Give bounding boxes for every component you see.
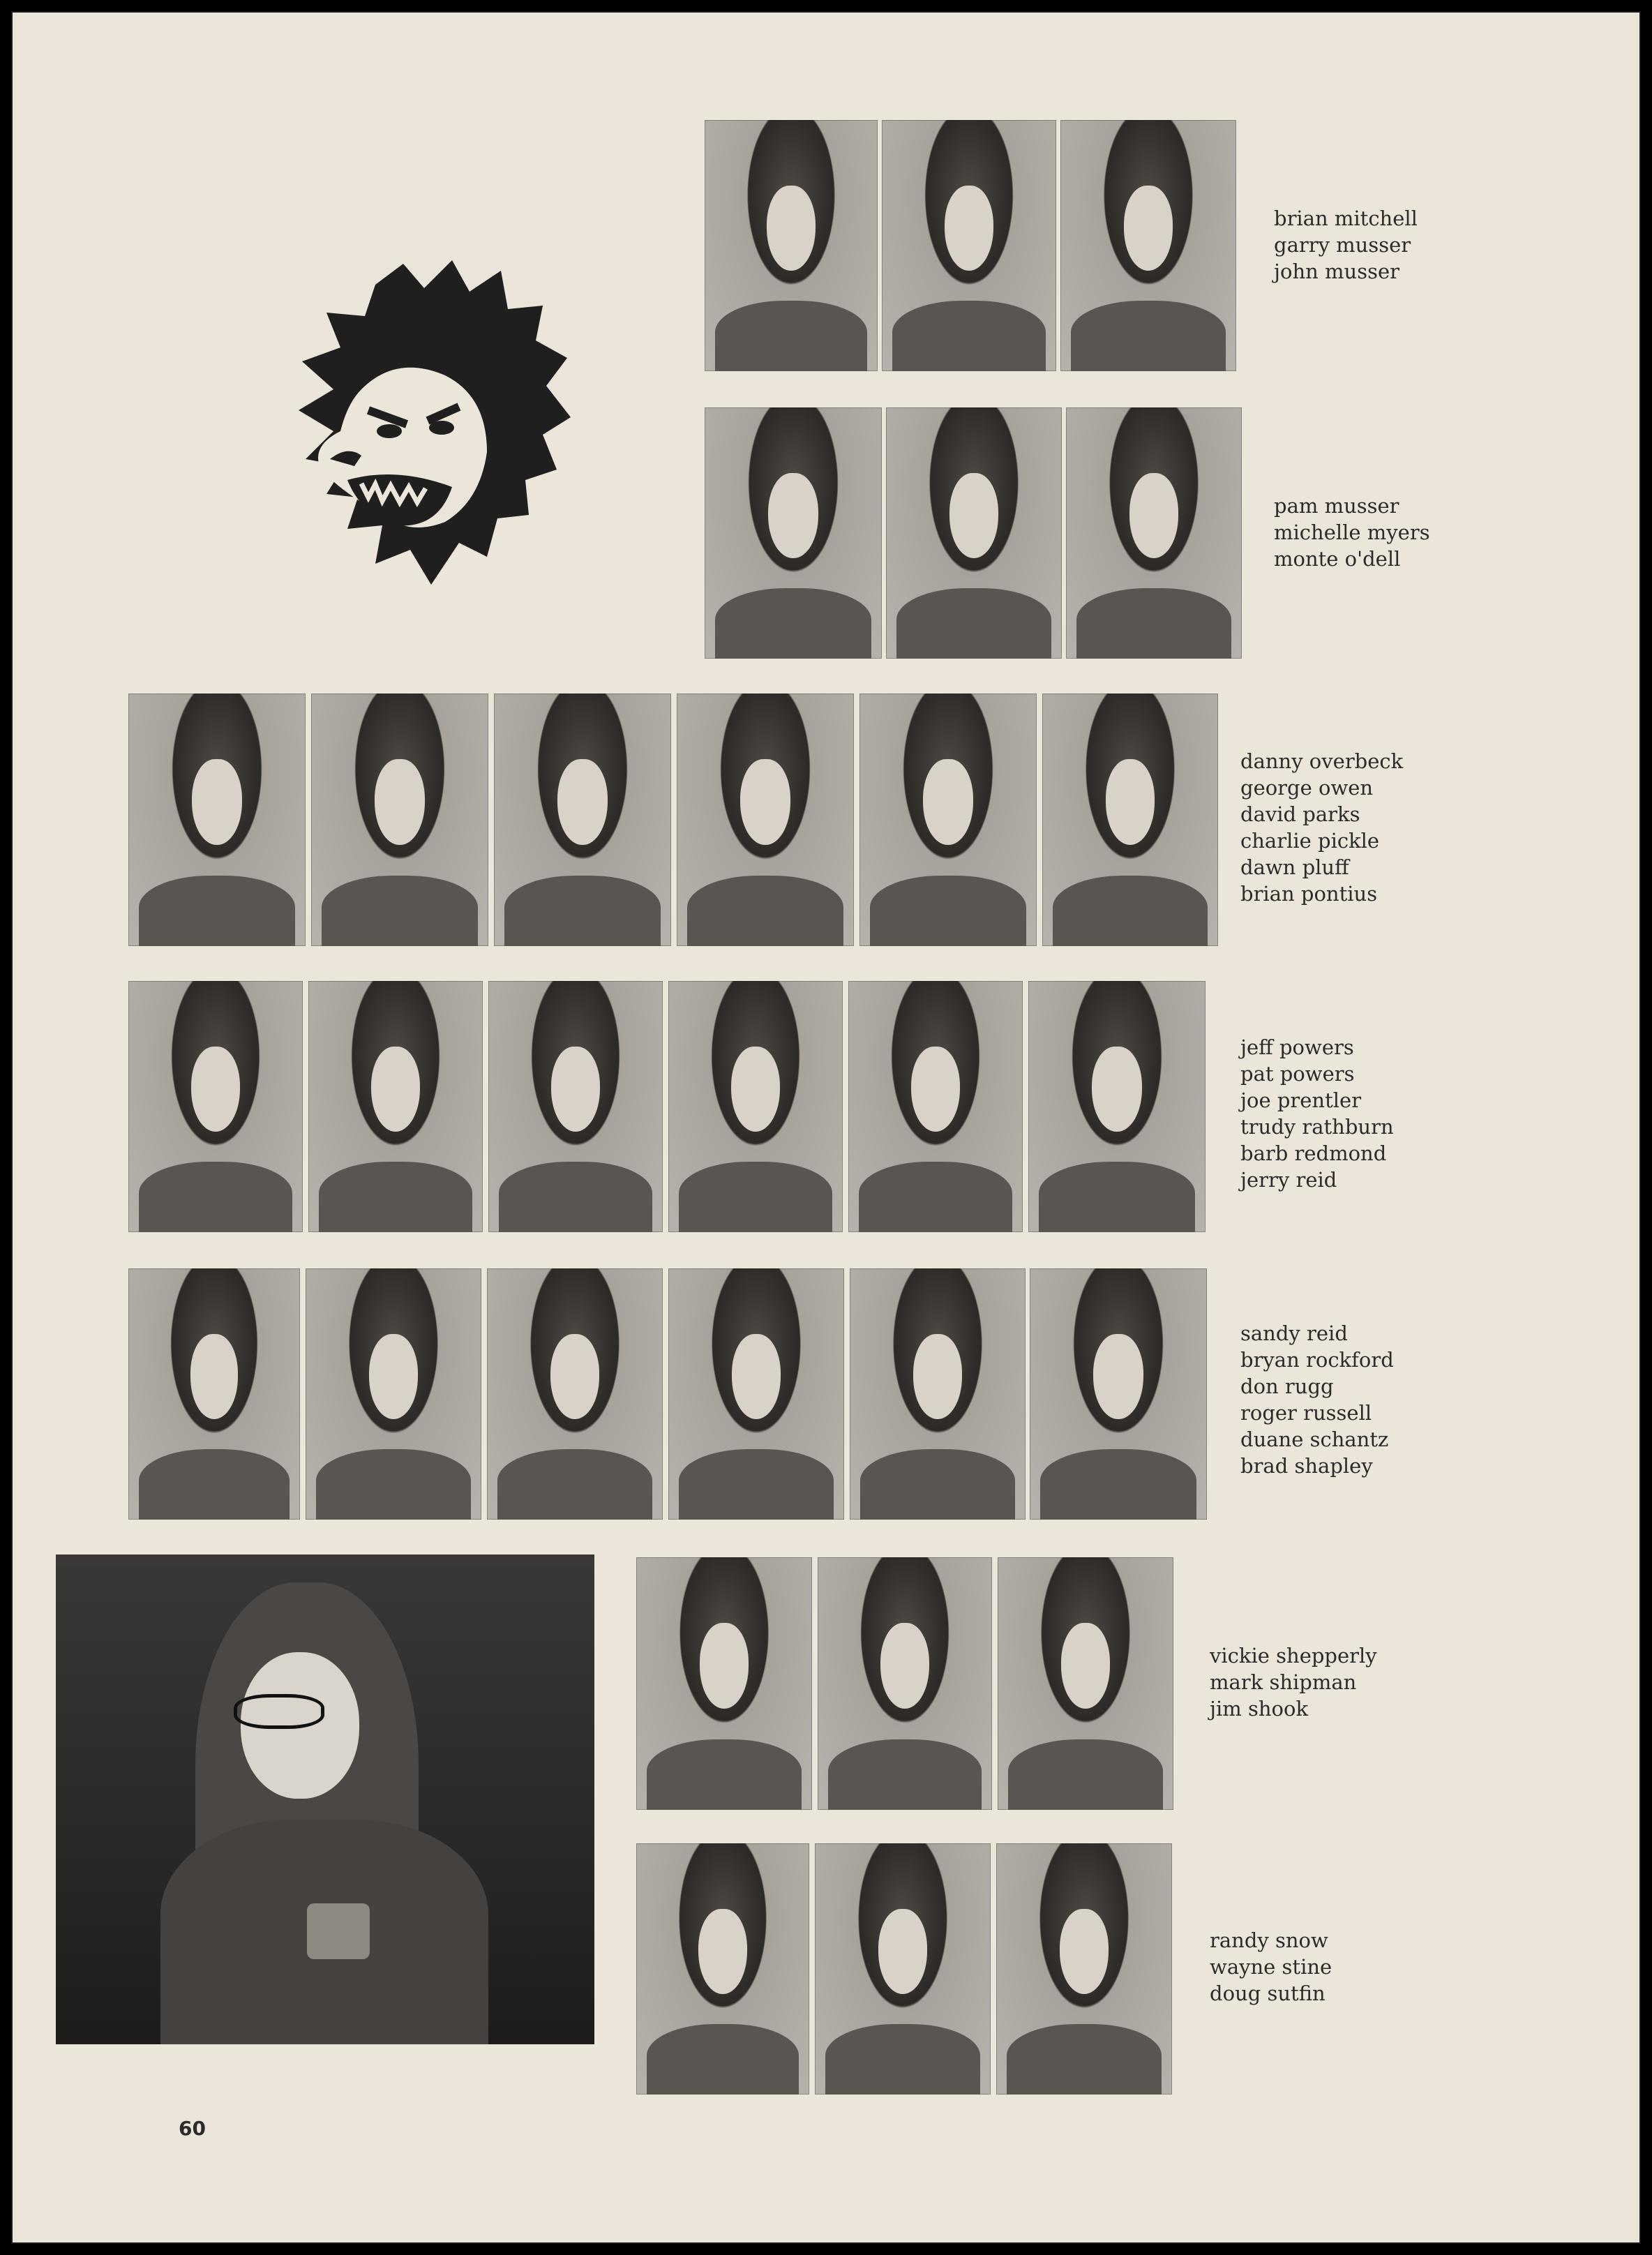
portrait-photo xyxy=(636,1843,809,2095)
photo-detail xyxy=(307,1903,370,1959)
portrait-photo xyxy=(668,981,843,1232)
portrait-photo xyxy=(311,694,488,946)
portrait-photo xyxy=(1028,981,1206,1232)
student-name: pam musser xyxy=(1274,494,1399,518)
portrait-photo xyxy=(487,1268,663,1520)
portrait-photo xyxy=(306,1268,481,1520)
student-name: david parks xyxy=(1240,802,1360,826)
student-name: randy snow xyxy=(1210,1928,1328,1952)
portrait-photo xyxy=(1060,120,1236,371)
portrait-photo xyxy=(677,694,854,946)
portrait-photo xyxy=(1042,694,1218,946)
yearbook-page xyxy=(11,11,1641,2244)
student-name: mark shipman xyxy=(1210,1670,1357,1694)
name-list xyxy=(1240,1320,1394,1479)
name-list xyxy=(1210,1642,1377,1722)
student-name: pat powers xyxy=(1240,1062,1355,1086)
student-name: jeff powers xyxy=(1240,1035,1354,1059)
portrait-photo xyxy=(815,1843,991,2095)
student-name: vickie shepperly xyxy=(1210,1644,1377,1668)
student-name: brad shapley xyxy=(1240,1454,1373,1478)
student-name: charlie pickle xyxy=(1240,829,1380,853)
portrait-photo xyxy=(998,1557,1173,1810)
student-name: roger russell xyxy=(1240,1401,1372,1425)
portrait-photo xyxy=(128,1268,300,1520)
student-name: duane schantz xyxy=(1240,1428,1389,1451)
portrait-photo xyxy=(705,407,882,659)
student-name: brian mitchell xyxy=(1274,207,1418,230)
student-name: monte o'dell xyxy=(1274,547,1401,571)
lion-head-icon xyxy=(278,257,585,606)
student-name: trudy rathburn xyxy=(1240,1115,1394,1139)
name-list xyxy=(1210,1927,1332,2007)
portrait-photo xyxy=(494,694,671,946)
portrait-photo xyxy=(668,1268,844,1520)
student-name: joe prentler xyxy=(1240,1088,1362,1112)
portrait-photo xyxy=(488,981,663,1232)
portrait-photo xyxy=(308,981,483,1232)
student-name: brian pontius xyxy=(1240,882,1378,906)
portrait-photo xyxy=(1066,407,1242,659)
name-list xyxy=(1240,748,1403,907)
portrait-photo xyxy=(705,120,878,371)
student-name: john musser xyxy=(1274,260,1399,283)
portrait-photo xyxy=(848,981,1023,1232)
student-name: jerry reid xyxy=(1240,1168,1337,1192)
name-list xyxy=(1240,1034,1394,1193)
candid-photo xyxy=(56,1554,594,2044)
student-name: danny overbeck xyxy=(1240,749,1404,773)
portrait-photo xyxy=(850,1268,1026,1520)
student-name: bryan rockford xyxy=(1240,1348,1394,1372)
portrait-photo xyxy=(996,1843,1172,2095)
page-number: 60 xyxy=(179,2117,206,2140)
portrait-photo xyxy=(128,981,303,1232)
portrait-photo xyxy=(1030,1268,1207,1520)
portrait-photo xyxy=(882,120,1056,371)
student-name: don rugg xyxy=(1240,1374,1334,1398)
student-name: george owen xyxy=(1240,776,1374,800)
portrait-photo xyxy=(859,694,1037,946)
name-list xyxy=(1274,205,1418,285)
portrait-photo xyxy=(886,407,1062,659)
student-name: doug sutfin xyxy=(1210,1981,1326,2005)
student-name: michelle myers xyxy=(1274,520,1430,544)
student-name: garry musser xyxy=(1274,233,1411,257)
photo-detail xyxy=(234,1694,324,1729)
portrait-photo xyxy=(128,694,306,946)
student-name: sandy reid xyxy=(1240,1321,1348,1345)
student-name: barb redmond xyxy=(1240,1141,1387,1165)
portrait-photo xyxy=(818,1557,992,1810)
student-name: jim shook xyxy=(1210,1697,1309,1721)
portrait-photo xyxy=(636,1557,812,1810)
name-list xyxy=(1274,493,1430,572)
student-name: wayne stine xyxy=(1210,1955,1332,1979)
student-name: dawn pluff xyxy=(1240,855,1349,879)
